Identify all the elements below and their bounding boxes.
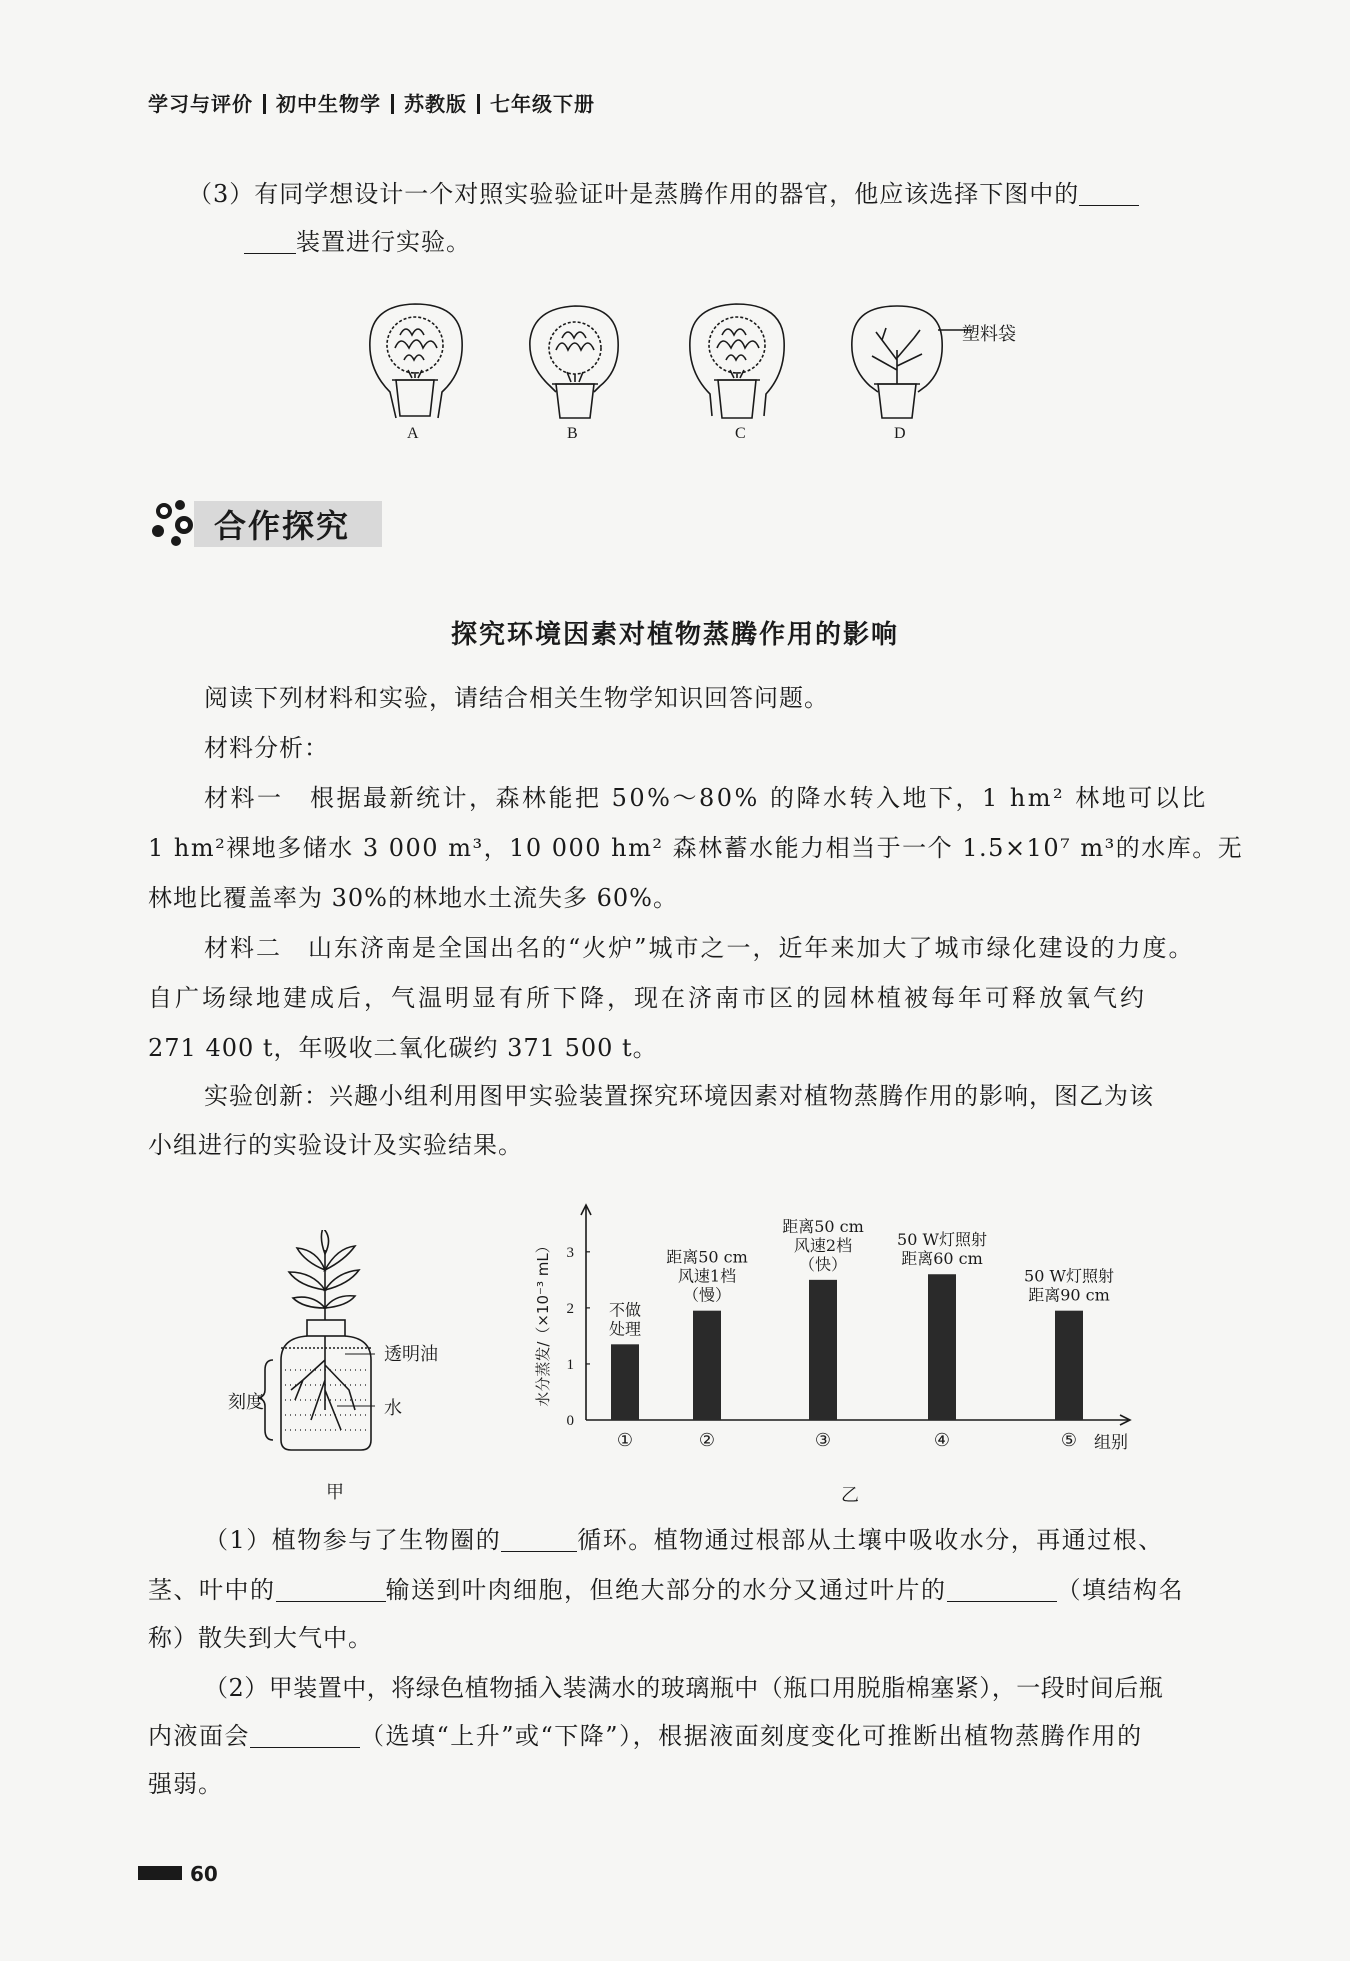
body-intro: 阅读下列材料和实验，请结合相关生物学知识回答问题。 bbox=[204, 684, 829, 712]
bar-annotation: 距离60 cm bbox=[901, 1249, 983, 1269]
q3-line2: 装置进行实验。 bbox=[244, 224, 471, 260]
material1-line3: 林地比覆盖率为 30%的林地水土流失多 60%。 bbox=[148, 884, 678, 912]
category-label: ② bbox=[698, 1430, 716, 1451]
transpiration-bar-chart bbox=[520, 1195, 1160, 1515]
material1-line2: 1 hm²裸地多储水 3 000 m³，10 000 hm² 森林蓄水能力相当于一个 1.5×10⁷ m³的水库。无 bbox=[148, 834, 1244, 862]
chart-bars bbox=[608, 1274, 1083, 1420]
y-tick-label: 1 bbox=[566, 1356, 574, 1373]
x-axis-label: 组别 bbox=[1094, 1433, 1128, 1453]
water-label: 水 bbox=[384, 1398, 402, 1418]
question2-line1: （2）甲装置中，将绿色植物插入装满水的玻璃瓶中（瓶口用脱脂棉塞紧），一段时间后瓶 bbox=[204, 1674, 1164, 1702]
bar bbox=[693, 1311, 721, 1420]
plant-c-illustration bbox=[690, 304, 784, 418]
plant-d-illustration bbox=[852, 306, 972, 418]
bar bbox=[809, 1280, 837, 1420]
bar-annotation: 50 W灯照射 bbox=[1024, 1266, 1114, 1286]
section-title: 探究环境因素对植物蒸腾作用的影响 bbox=[450, 620, 899, 650]
question1-line1: （1）植物参与了生物圈的 循环。植物通过根部从土壤中吸收水分，再通过根、 bbox=[204, 1526, 1164, 1554]
plant-label-c: C bbox=[735, 425, 746, 442]
bar-annotation: 处理 bbox=[608, 1319, 642, 1339]
y-axis-label: 水分蒸发/（×10⁻³ mL） bbox=[534, 1238, 552, 1407]
experiment-line2: 小组进行的实验设计及实验结果。 bbox=[148, 1131, 523, 1159]
chart-caption: 乙 bbox=[841, 1485, 859, 1506]
y-tick-label: 2 bbox=[566, 1300, 574, 1317]
header-item: 初中生物学 bbox=[276, 92, 381, 116]
question1-line2: 茎、叶中的 输送到叶肉细胞，但绝大部分的水分又通过叶片的 （填结构名 bbox=[148, 1576, 1184, 1604]
bar-annotation: 距离90 cm bbox=[1028, 1285, 1110, 1305]
page-number: 60 bbox=[138, 1862, 218, 1886]
bar-annotation: 距离50 cm bbox=[782, 1216, 864, 1236]
bar-annotation: （慢） bbox=[682, 1285, 732, 1305]
section-banner bbox=[146, 495, 386, 555]
y-tick-label: 3 bbox=[566, 1244, 574, 1261]
header-item: 苏教版 bbox=[404, 92, 467, 116]
oil-label: 透明油 bbox=[384, 1344, 438, 1364]
material2-line2: 自广场绿地建成后，气温明显有所下降，现在济南市区的园林植被每年可释放氧气约 bbox=[148, 984, 1147, 1012]
q3-line1: （3）有同学想设计一个对照实验验证叶是蒸腾作用的器官，他应该选择下图中的 bbox=[188, 176, 1139, 212]
header-item: 七年级下册 bbox=[490, 92, 595, 116]
bar-annotation: 风速2档 bbox=[793, 1235, 853, 1255]
plant-a-illustration bbox=[370, 304, 462, 418]
question2-line2: 内液面会 （选填“上升”或“下降”），根据液面刻度变化可推断出植物蒸腾作用的 bbox=[148, 1722, 1143, 1750]
bar bbox=[1055, 1311, 1083, 1420]
bar-annotation: 风速1档 bbox=[677, 1266, 737, 1286]
material2-line1: 材料二 山东济南是全国出名的“火炉”城市之一，近年来加大了城市绿化建设的力度。 bbox=[204, 934, 1195, 962]
category-label: ③ bbox=[814, 1430, 832, 1451]
plant-b-illustration bbox=[530, 306, 618, 418]
plant-label-a: A bbox=[407, 425, 419, 442]
bar-annotation: 距离50 cm bbox=[666, 1247, 748, 1267]
experiment-line1: 实验创新：兴趣小组利用图甲实验装置探究环境因素对植物蒸腾作用的影响，图乙为该 bbox=[204, 1082, 1154, 1110]
category-label: ⑤ bbox=[1060, 1430, 1078, 1451]
question2-line3: 强弱。 bbox=[148, 1770, 223, 1798]
chart-axes bbox=[581, 1205, 1130, 1425]
bar-annotation: 50 W灯照射 bbox=[897, 1230, 987, 1250]
category-label: ① bbox=[616, 1430, 634, 1451]
apparatus-caption: 甲 bbox=[326, 1482, 344, 1502]
material1-line1: 材料一 根据最新统计，森林能把 50%～80% 的降水转入地下，1 hm² 林地可以比 bbox=[204, 784, 1208, 812]
bag-label: 塑料袋 bbox=[962, 324, 1016, 344]
plant-label-b: B bbox=[567, 425, 578, 442]
section-banner-text: 合作探究 bbox=[214, 507, 351, 545]
bar bbox=[928, 1274, 956, 1420]
plants-figure bbox=[360, 300, 1040, 450]
category-label: ④ bbox=[933, 1430, 951, 1451]
bar-annotation: （快） bbox=[798, 1254, 848, 1274]
body-analysis: 材料分析： bbox=[204, 734, 329, 762]
question1-line3: 称）散失到大气中。 bbox=[148, 1624, 373, 1652]
bar-annotation: 不做 bbox=[608, 1300, 642, 1320]
y-tick-label: 0 bbox=[566, 1413, 574, 1429]
header-item: 学习与评价 bbox=[148, 92, 253, 116]
scale-label: 刻度 bbox=[228, 1392, 264, 1412]
material2-line3: 271 400 t，年吸收二氧化碳约 371 500 t。 bbox=[148, 1034, 658, 1062]
bar bbox=[611, 1344, 639, 1420]
plant-label-d: D bbox=[894, 425, 906, 442]
running-header bbox=[148, 88, 595, 117]
